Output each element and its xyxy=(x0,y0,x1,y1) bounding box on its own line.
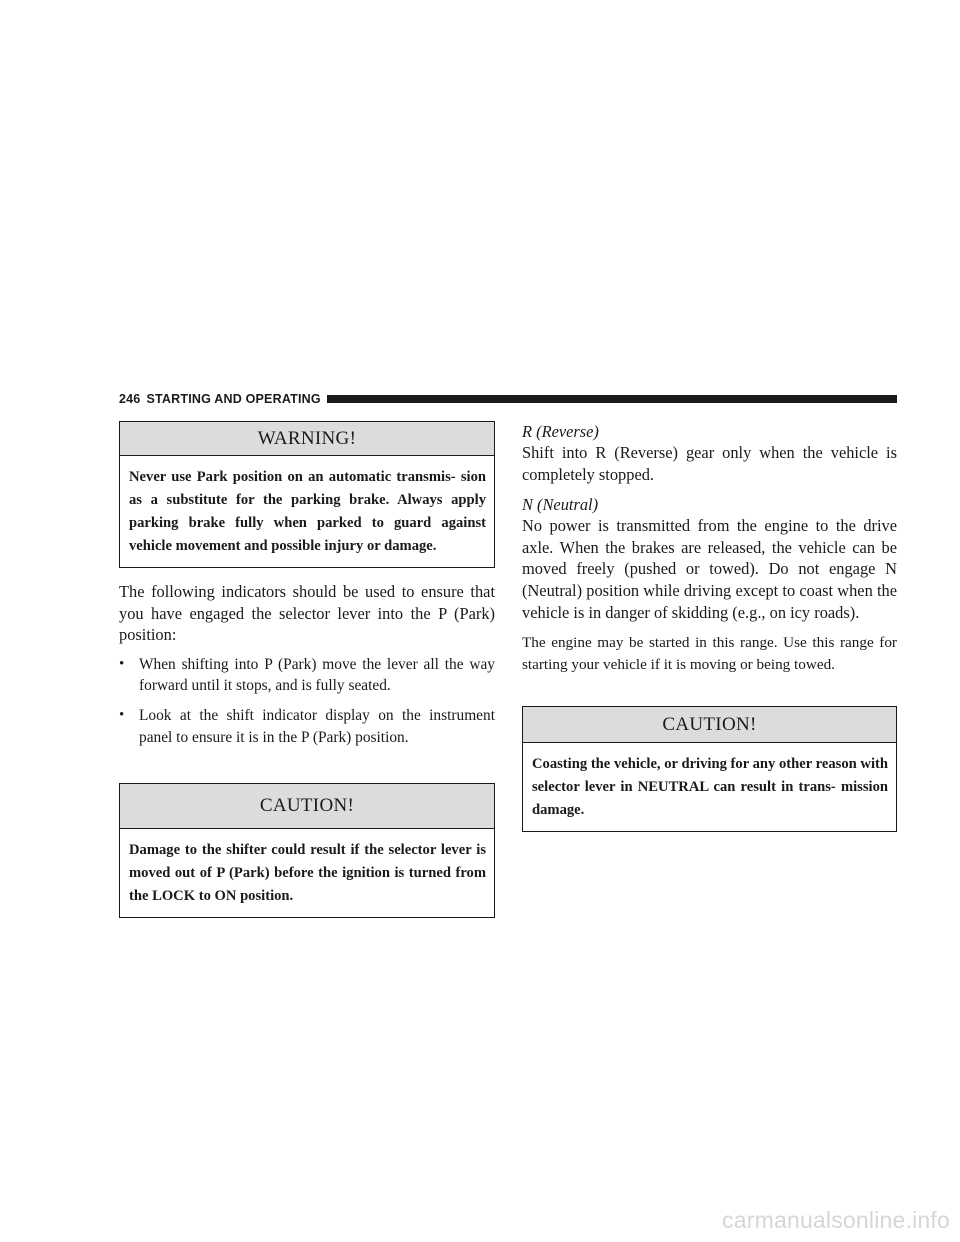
reverse-heading: R (Reverse) xyxy=(522,422,599,441)
caution-title: CAUTION! xyxy=(120,784,494,829)
list-item xyxy=(119,654,495,697)
caution-text: Damage to the shifter could result if the selector lever is moved out of P (Park) before the ignition is turned from the LOCK to ON position. xyxy=(129,842,486,905)
reverse-text: Shift into R (Reverse) gear only when the vehicle is completely stopped. xyxy=(522,443,897,484)
caution-box-shifter xyxy=(119,783,495,918)
park-indicators-intro: The following indicators should be used to ensure that you have engaged the selector lever into the P (Park) position: xyxy=(119,582,495,645)
warning-box xyxy=(119,421,495,568)
neutral-text: No power is transmitted from the engine to the drive axle. When the brakes are released, the vehicle can be moved freely (pushed or towed). Do not engage N (Neutral) position while driving except to coast when the vehicle is in danger of skidding (e.g., on icy roads). xyxy=(522,516,897,622)
list-item-text: Look at the shift indicator display on the instrument panel to ensure it is in the P (Park) position. xyxy=(139,706,495,746)
section-title: STARTING AND OPERATING xyxy=(146,392,321,406)
warning-title: WARNING! xyxy=(120,422,494,456)
header-rule xyxy=(327,395,897,403)
neutral-start-text: The engine may be started in this range. Use this range for starting your vehicle if it is moving or being towed. xyxy=(522,634,897,673)
neutral-section xyxy=(522,494,897,675)
page-number: 246 xyxy=(119,392,141,406)
park-indicators-list xyxy=(119,654,495,748)
caution-title: CAUTION! xyxy=(523,707,896,743)
reverse-section xyxy=(522,421,897,485)
watermark: carmanualsonline.info xyxy=(722,1207,950,1233)
bullet-icon: • xyxy=(119,655,125,672)
list-item xyxy=(119,705,495,748)
warning-text: Never use Park position on an automatic transmis- sion as a substitute for the parking brake. Always apply parking brake fully when parked to guard against vehicle movement and possible injury or damage. xyxy=(129,469,486,554)
caution-text: Coasting the vehicle, or driving for any other reason with selector lever in NEUTRAL can result in trans- mission damage. xyxy=(532,756,888,819)
right-column xyxy=(522,421,897,832)
left-column xyxy=(119,421,495,918)
list-item-text: When shifting into P (Park) move the lever all the way forward until it stops, and is fully seated. xyxy=(139,655,495,695)
page-header xyxy=(119,392,897,406)
neutral-heading: N (Neutral) xyxy=(522,495,599,515)
caution-box-neutral xyxy=(522,706,897,832)
bullet-icon: • xyxy=(119,706,125,723)
